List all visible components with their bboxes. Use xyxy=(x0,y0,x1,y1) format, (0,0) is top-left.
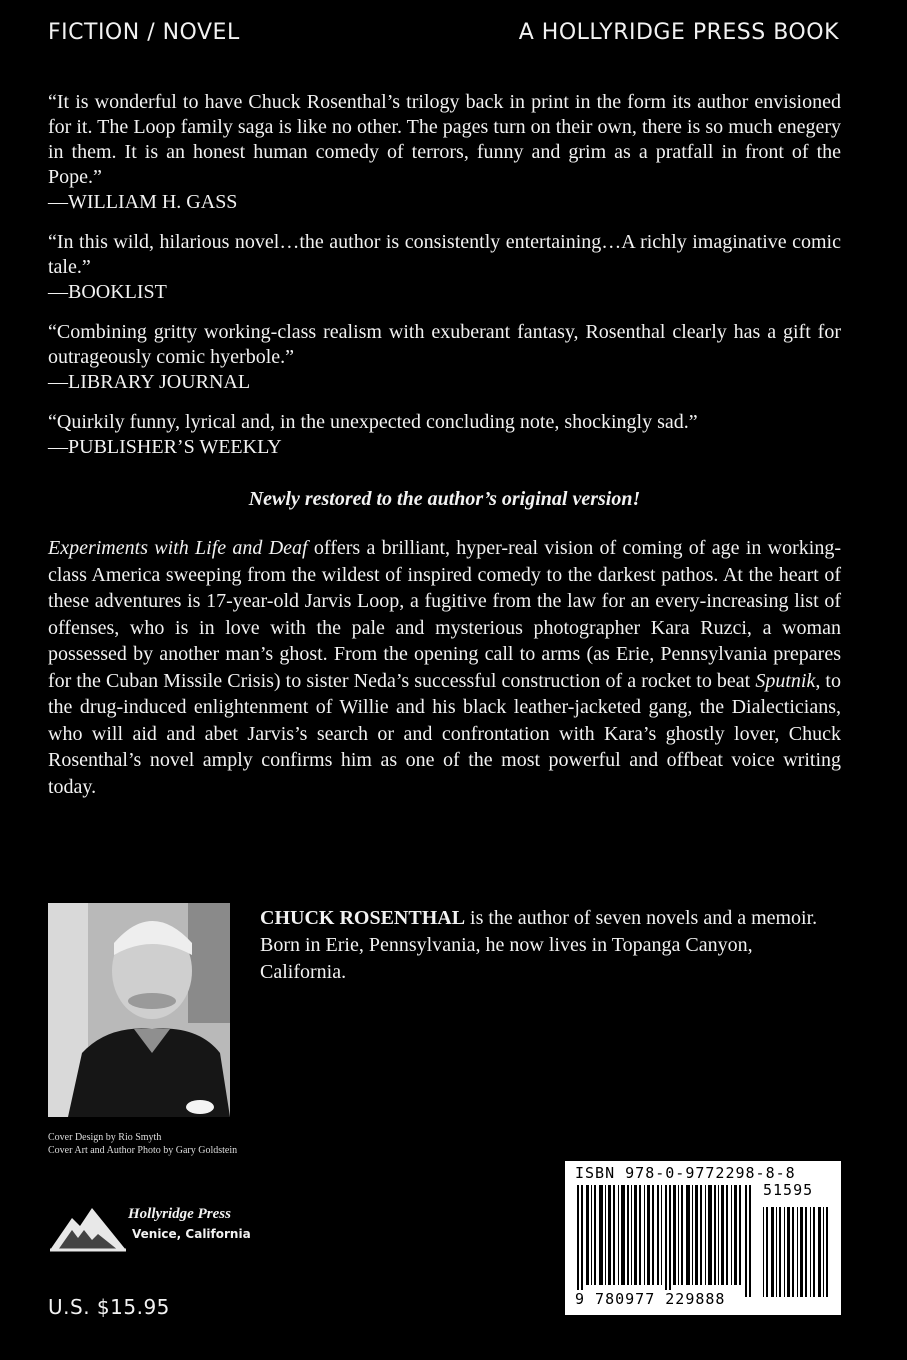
book-description xyxy=(48,535,841,800)
cover-art-credit: Cover Art and Author Photo by Gary Goldstein xyxy=(48,1145,238,1156)
quote-attribution: —PUBLISHER’S WEEKLY xyxy=(48,436,282,458)
author-name: CHUCK ROSENTHAL xyxy=(260,907,466,929)
tagline: Newly restored to the author’s original version! xyxy=(248,488,641,510)
review-quotes xyxy=(48,90,841,475)
description-text: offers a brilliant, hyper-real vision of coming of age in working-class America sweeping from the wildest of inspired comedy to the darkest pathos. At the heart of these adventures is 17-year-old Jarvis Loop, a fugitive from the law for an every-increasing list of offenses, who is in love with the pale and mysterious photographer Kara Ruzci, a woman possessed by another man’s ghost. From the opening call to arms (as Erie, Pennsylvania prepares for the Cuban Missile Crisis) to sister Neda’s successful construction of a rocket to beat xyxy=(48,537,841,692)
author-bio xyxy=(260,905,840,986)
sputnik-title: Sputnik xyxy=(755,669,816,692)
quote-text: “In this wild, hilarious novel…the author is consistently entertaining…A richly imaginative comic tale.” xyxy=(48,231,841,278)
quote-text: “It is wonderful to have Chuck Rosenthal’s trilogy back in print in the form its author envisioned for it. The Loop family saga is like no other. The pages turn on their own, there is so much enegery in them. It is an honest human comedy of terrors, funny and grim as a pratfall in front of the Pope.” xyxy=(48,91,841,188)
publisher-line: A HOLLYRIDGE PRESS BOOK xyxy=(518,20,839,45)
quote-attribution: —WILLIAM H. GASS xyxy=(48,191,238,213)
quote-text: “Combining gritty working-class realism with exuberant fantasy, Rosenthal clearly has a gift for outrageously comic hyerbole.” xyxy=(48,321,841,368)
publisher-logo xyxy=(48,1200,278,1256)
description-text: , to the drug-induced enlightenment of Willie and his black leather-jacketed gang, the Dialecticians, who will aid and abet Jarvis’s search or and confrontation with Kara’s ghostly lover, Chuck Rosenthal’s novel amply confirms him as one of the most powerful and offbeat voice writing today. xyxy=(48,669,841,798)
price: U.S. $15.95 xyxy=(48,1295,170,1319)
cover-design-credit: Cover Design by Rio Smyth xyxy=(48,1132,162,1143)
quote-attribution: —BOOKLIST xyxy=(48,281,167,303)
isbn-label: ISBN 978-0-9772298-8-8 xyxy=(575,1164,796,1182)
logo-location: Venice, California xyxy=(132,1227,251,1241)
barcode-bars xyxy=(575,1185,833,1297)
ean-number: 9 780977 229888 xyxy=(575,1290,726,1308)
review-quote xyxy=(48,90,841,215)
bio-text: is the author of seven novels and a memoir. Born in Erie, Pennsylvania, he now lives in Topanga Canyon, California. xyxy=(260,907,818,983)
book-title: Experiments with Life and Deaf xyxy=(48,537,308,559)
credits xyxy=(48,1131,237,1157)
price-addon-number: 51595 xyxy=(763,1181,814,1199)
author-photo xyxy=(48,903,230,1117)
category-label: FICTION / NOVEL xyxy=(48,20,240,45)
quote-text: “Quirkily funny, lyrical and, in the unexpected concluding note, shockingly sad.” xyxy=(48,411,698,433)
quote-attribution: —LIBRARY JOURNAL xyxy=(48,371,251,393)
mountain-icon xyxy=(48,1200,128,1256)
logo-name: Hollyridge Press xyxy=(128,1206,231,1222)
review-quote xyxy=(48,410,841,460)
review-quote xyxy=(48,320,841,395)
review-quote xyxy=(48,230,841,305)
isbn-barcode xyxy=(565,1161,841,1315)
